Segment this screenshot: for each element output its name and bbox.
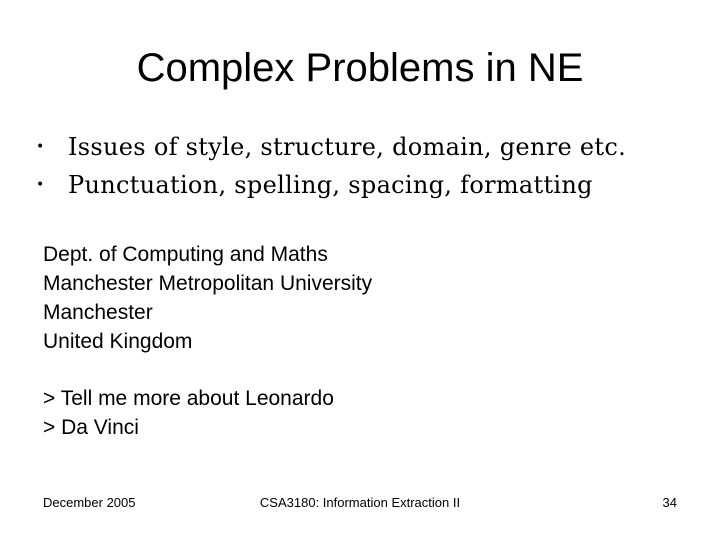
- address-block: [43, 240, 372, 356]
- bullet-item: [36, 166, 626, 204]
- example-line: > Tell me more about Leonardo: [43, 387, 334, 410]
- bullet-marker: •: [36, 177, 45, 193]
- bullet-text: Punctuation, spelling, spacing, formatting: [68, 171, 593, 199]
- slide-title: Complex Problems in NE: [136, 46, 584, 90]
- footer-course: CSA3180: Information Extraction II: [259, 495, 461, 510]
- bullet-text: Issues of style, structure, domain, genre etc.: [68, 133, 627, 161]
- address-line: United Kingdom: [43, 330, 193, 353]
- address-line: Manchester Metropolitan University: [43, 272, 373, 295]
- example-line: > Da Vinci: [43, 416, 139, 439]
- bullet-list: [36, 128, 626, 204]
- bullet-item: [36, 128, 626, 166]
- bullet-marker: •: [36, 139, 45, 155]
- footer-date: December 2005: [43, 495, 136, 510]
- address-line: Manchester: [43, 301, 153, 324]
- footer-page-number: 34: [662, 495, 677, 510]
- example-block: [43, 384, 334, 442]
- address-line: Dept. of Computing and Maths: [43, 243, 328, 266]
